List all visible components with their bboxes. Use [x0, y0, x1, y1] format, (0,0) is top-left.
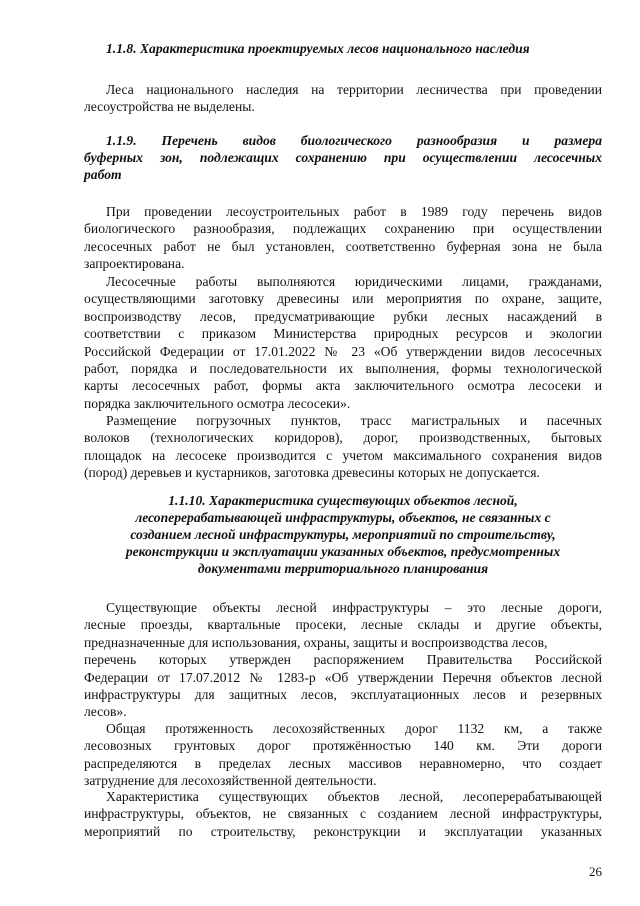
section-heading-1-1-8	[106, 40, 606, 57]
paragraph-line: лесов».	[84, 704, 127, 720]
paragraph-line: распределяются в пределах лесных массивов неравномерно, что создает	[84, 755, 602, 771]
heading-line: 1.1.10. Характеристика существующих объектов лесной,	[168, 493, 518, 508]
paragraph-line: осуществляющими заготовку древесины или мероприятия по охране, защите,	[84, 291, 602, 307]
paragraph-line: Характеристика существующих объектов лесной, лесоперерабатывающей	[106, 789, 602, 804]
paragraph	[84, 412, 602, 482]
paragraph-line: Российской Федерации от 17.01.2022 № 23 «Об утверждении видов лесосечных	[84, 343, 602, 359]
paragraph-line: Леса национального наследия на территории лесничества при проведении	[106, 82, 602, 97]
paragraph	[84, 81, 602, 116]
paragraph	[84, 273, 602, 412]
paragraph-line: При проведении лесоустроительных работ в 1989 году перечень видов	[106, 204, 602, 219]
paragraph-line: порядка заключительного осмотра лесосеки».	[84, 395, 351, 411]
paragraph	[84, 788, 602, 840]
paragraph-line: инфраструктуры, объектов, не связанных с созданием лесной инфраструктуры,	[84, 806, 602, 822]
paragraph-line: инфраструктуры для защитных лесов, эксплуатационных лесов и резервных	[84, 686, 602, 702]
paragraph-line: предназначенные для использования, охраны, защиты и воспроизводства лесов,	[84, 634, 548, 650]
heading-line: созданием лесной инфраструктуры, мероприятий по строительству,	[130, 527, 556, 542]
paragraph-line: площадок на лесосеке производится с учетом максимального сохранения видов	[84, 447, 602, 463]
paragraph-line: лесовозных грунтовых дорог протяжённостью 140 км. Эти дороги	[84, 738, 602, 754]
paragraph-line: Федерации от 17.07.2012 № 1283-р «Об утверждении Перечня объектов лесной	[84, 669, 602, 685]
paragraph-line: лесные проезды, квартальные просеки, лесные склады и другие объекты,	[84, 617, 602, 633]
paragraph	[84, 599, 602, 721]
heading-line: работ	[84, 167, 122, 182]
section-heading-1-1-9-cont	[84, 149, 602, 183]
paragraph-line: Размещение погрузочных пунктов, трасс магистральных и пасечных	[106, 413, 602, 428]
section-heading-1-1-10	[84, 492, 602, 577]
paragraph-line: Существующие объекты лесной инфраструктуры – это лесные дороги,	[106, 600, 602, 615]
page-number: 26	[589, 864, 602, 879]
paragraph-line: воспроизводству лесов, предусматривающие рубки лесных насаждений в	[84, 308, 602, 324]
paragraph-line: запроектирована.	[84, 256, 185, 272]
paragraph-line: мероприятий по строительству, реконструкции и эксплуатации указанных	[84, 823, 602, 839]
heading-line: реконструкции и эксплуатации указанных объектов, предусмотренных	[125, 544, 561, 559]
paragraph-line: лесоустройства не выделены.	[84, 99, 255, 115]
heading-line: 1.1.8. Характеристика проектируемых лесов национального наследия	[106, 41, 530, 56]
section-heading-1-1-9	[106, 132, 602, 149]
paragraph-line: (пород) деревьев и кустарников, заготовка древесины которых не допускается.	[84, 465, 540, 481]
paragraph-line: биологического разнообразия, подлежащих сохранению при осуществлении	[84, 221, 602, 237]
heading-line: документами территориального планирования	[197, 561, 489, 576]
heading-line: лесоперерабатывающей инфраструктуры, объектов, не связанных с	[135, 510, 551, 525]
paragraph-line: перечень которых утвержден распоряжением Правительства Российской	[84, 652, 602, 668]
paragraph-line: волоков (технологических коридоров), дорог, производственных, бытовых	[84, 430, 602, 446]
paragraph-line: лесосечных работ не был установлен, соответственно буферная зона не была	[84, 238, 602, 254]
paragraph	[84, 203, 602, 273]
paragraph-line: затруднение для лесохозяйственной деятельности.	[84, 773, 377, 789]
paragraph	[84, 720, 602, 790]
paragraph-line: Общая протяженность лесохозяйственных дорог 1132 км, а также	[106, 721, 602, 736]
paragraph-line: работ, порядка и последовательности их выполнения, формы технологической	[84, 360, 602, 376]
paragraph-line: карты лесосечных работ, формы акта заключительного осмотра лесосеки и	[84, 378, 602, 394]
paragraph-line: соответствии с приказом Министерства природных ресурсов и экологии	[84, 326, 602, 342]
heading-line: 1.1.9. Перечень видов биологического разнообразия и размера	[106, 133, 602, 148]
heading-line: буферных зон, подлежащих сохранению при осуществлении лесосечных	[84, 150, 602, 165]
paragraph-line: Лесосечные работы выполняются юридическими лицами, гражданами,	[106, 274, 602, 289]
